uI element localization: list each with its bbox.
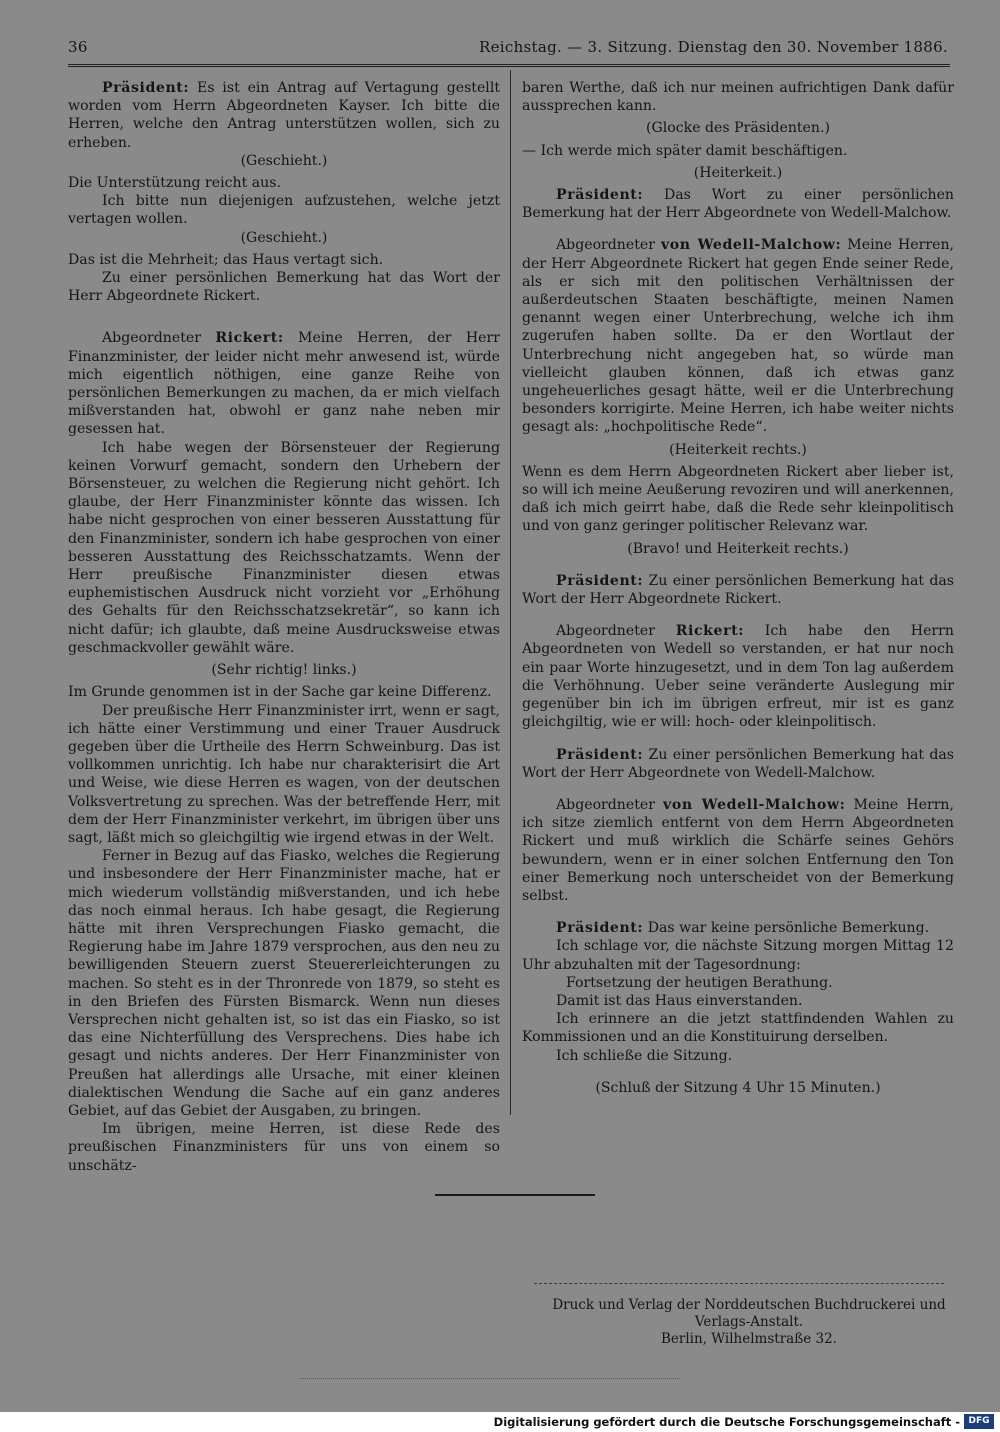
speaker-prefix: Abgeordneter xyxy=(102,330,216,347)
paragraph: Die Unterstützung reicht aus. xyxy=(68,175,281,192)
paragraph: Ich bitte nun diejenigen aufzustehen, welche jetzt vertagen wollen. xyxy=(68,193,500,228)
right-column xyxy=(522,79,954,1097)
decorative-dashes xyxy=(534,1283,944,1288)
paragraph: Wenn es dem Herrn Abgeordneten Rickert aber lieber ist, so will ich meine Aeußerung revoziren und will anerkennen, daß ich mich geirrt habe, daß die Rede sehr kleinpolitisch und von ganz geringer politischer Relevanz war. xyxy=(522,463,954,535)
speaker-name: Präsident: xyxy=(556,187,644,204)
printer-address: Berlin, Wilhelmstraße 32. xyxy=(661,1331,837,1347)
funding-notice: Digitalisierung gefördert durch die Deutsche Forschungsgemeinschaft - xyxy=(493,1415,960,1429)
speaker-prefix: Abgeordneter xyxy=(556,796,664,813)
footer-bar xyxy=(0,1412,1000,1432)
scan-smudge xyxy=(300,1378,680,1379)
stage-note: (Glocke des Präsidenten.) xyxy=(646,120,830,137)
paragraph-text: Das Wort zu einer persönlichen Bemerkung hat der Herr Abgeordnete von Wedell-Malchow. xyxy=(522,187,954,222)
printer-line: Druck und Verlag der Norddeutschen Buchdruckerei und Verlags-Anstalt. xyxy=(552,1297,946,1330)
speaker-name: von Wedell-Malchow: xyxy=(663,796,846,813)
paragraph: baren Werthe, daß ich nur meinen aufrichtigen Dank dafür aussprechen kann. xyxy=(522,80,954,115)
stage-note: (Heiterkeit rechts.) xyxy=(669,441,807,458)
closing-rule xyxy=(435,1194,595,1196)
stage-note: (Geschieht.) xyxy=(240,229,328,246)
paragraph: Ich schließe die Sitzung. xyxy=(556,1047,733,1064)
paragraph xyxy=(522,746,954,782)
paragraph-text: Ich habe den Herrn Abgeordneten von Wedell so verstanden, er hat nur noch ein paar Worte hinzugesetzt, und in dem Ton lag außerdem die Verhöhnung. Ueber seine veränderte Auslegung mir gegenüber bin ich im übrigen erfreut, mir ist es ganz gleichgiltig, wie er will: hoch- oder kleinpolitisch. xyxy=(522,623,954,731)
paragraph-text: Zu einer persönlichen Bemerkung hat das Wort der Herr Abgeordnete Rickert. xyxy=(522,572,954,608)
paragraph: Das ist die Mehrheit; das Haus vertagt sich. xyxy=(68,251,384,268)
stage-note: (Geschieht.) xyxy=(240,152,328,169)
speaker-prefix: Abgeordneter xyxy=(556,237,661,254)
paragraph-text: Meine Herren, der Herr Finanzminister, der leider nicht mehr anwesend ist, würde mich eigentlich nöthigen, eine ganze Reihe von persönlichen Bemerkungen zu machen, da er mich vielfach mißverstanden hat, obwohl er ganz nahe neben mir gesessen hat. xyxy=(68,330,500,438)
paragraph: Zu einer persönlichen Bemerkung hat das Wort der Herr Abgeordnete Rickert. xyxy=(68,270,500,305)
paragraph xyxy=(522,236,954,436)
paragraph-text: Das war keine persönliche Bemerkung. xyxy=(643,920,930,937)
speaker-name: von Wedell-Malchow: xyxy=(660,237,842,254)
paragraph xyxy=(522,796,954,905)
paragraph-text: Zu einer persönlichen Bemerkung hat das Wort der Herr Abgeordnete von Wedell-Malchow. xyxy=(522,746,954,781)
left-column xyxy=(68,79,500,1175)
paragraph: Im Grunde genommen ist in der Sache gar keine Differenz. xyxy=(68,684,492,701)
speaker-name: Präsident: xyxy=(102,80,190,96)
paragraph xyxy=(522,572,954,608)
stage-note: (Schluß der Sitzung 4 Uhr 15 Minuten.) xyxy=(595,1079,881,1096)
paragraph: Im übrigen, meine Herren, ist diese Rede des preußischen Finanzministers für uns von einem so unschätz- xyxy=(68,1121,500,1174)
speaker-name: Präsident: xyxy=(556,920,644,937)
paragraph: Ferner in Bezug auf das Fiasko, welches die Regierung und insbesondere der Herr Finanzminister mache, hat er mich wiederum vollständig mißverstanden, und ich hebe das noch einmal heraus. Ich habe gesagt, die Regierung hätte mit ihren Versprechungen Fiasko gemacht, die Regierung habe im Jahre 1879 versprochen, aus den neu zu bewilligenden Steuern zuerst Steuererleichterungen zu machen. So steht es in der Thronrede von 1879, so steht es in den Briefen des Fürsten Bismarck. Wenn nun dieses Versprechen nicht gehalten ist, so ist das ein Fiasko, so ist das eine Nichterfüllung des Versprechens. Dies habe ich gesagt und nichts anderes. Der Herr Finanzminister von Preußen hat allerdings alle Ursache, mit einer kleinen dialektischen Wendung die Sache auf ein ganz anderes Gebiet, auf das Gebiet der Ausgaben, zu bringen. xyxy=(68,848,500,1119)
page-header xyxy=(68,38,948,60)
header-rule xyxy=(68,64,950,67)
dfg-logo: DFG xyxy=(964,1414,994,1429)
printer-imprint xyxy=(534,1297,964,1348)
page-number: 36 xyxy=(68,38,88,56)
speaker-prefix: Abgeordneter xyxy=(556,623,676,640)
paragraph: — Ich werde mich später damit beschäftigen. xyxy=(522,142,848,159)
stage-note: (Sehr richtig! links.) xyxy=(211,662,357,679)
paragraph: Ich erinnere an die jetzt stattfindenden Wahlen zu Kommissionen und an die Konstituirung derselben. xyxy=(522,1011,954,1046)
paragraph: Ich habe wegen der Börsensteuer der Regierung keinen Vorwurf gemacht, sondern den Urhebern der Börsensteuer, zu welchen die Regierung nicht gehört. Ich glaube, der Herr Finanzminister könnte das wissen. Ich habe nicht gesprochen von einer besseren Ausstattung für den Finanzminister, sondern ich habe gesprochen von einer besseren Ausstattung des Reichsschatzamts. Wenn der Herr preußische Finanzminister diesen etwas euphemistischen Ausdruck nicht vorzieht vor „Erhöhung des Gehalts für den Reichsschatzsekretär“, so kann ich nicht dafür; ich glaubte, daß meine Ausdrucksweise etwas geschmackvoller gewählt wäre. xyxy=(68,439,500,656)
paragraph: Der preußische Herr Finanzminister irrt, wenn er sagt, ich hätte einer Verstimmung und einer Trauer Ausdruck gegeben über die Urtheile des Herrn Schweinburg. Das ist vollkommen unrichtig. Ich habe nur charakterisirt die Art und Weise, wie diese Herren es wagen, von der deutschen Volksvertretung zu sprechen. Was der betreffende Herr, mit dem der Herr Finanzminister verkehrt, im übrigen über uns sagt, läßt mich so gleichgiltig wie irgend etwas in der Welt. xyxy=(68,702,500,846)
column-divider xyxy=(510,70,511,1115)
speaker-name: Präsident: xyxy=(556,572,644,589)
paragraph: Ich schlage vor, die nächste Sitzung morgen Mittag 12 Uhr abzuhalten mit der Tagesordnung: xyxy=(522,938,954,973)
speaker-name: Präsident: xyxy=(556,746,644,763)
paragraph xyxy=(522,622,954,731)
paragraph xyxy=(522,919,954,937)
agenda-item: Fortsetzung der heutigen Berathung. xyxy=(566,974,833,991)
page-title: Reichstag. — 3. Sitzung. Dienstag den 30. November 1886. xyxy=(479,38,948,56)
paragraph xyxy=(68,329,500,438)
paragraph xyxy=(522,186,954,222)
speaker-name: Rickert: xyxy=(215,330,284,347)
stage-note: (Heiterkeit.) xyxy=(693,164,783,181)
paragraph-text: Meine Herrn, ich sitze ziemlich entfernt von dem Herrn Abgeordneten Rickert und muß wirklich die Schärfe seines Gehörs bewundern, wenn er in einer solchen Entfernung den Ton einer Bemerkung noch unterscheidet von der Bemerkung selbst. xyxy=(522,796,954,904)
stage-note: (Bravo! und Heiterkeit rechts.) xyxy=(627,540,849,557)
paragraph xyxy=(68,79,500,152)
paragraph-text: Meine Herren, der Herr Abgeordnete Rickert hat gegen Ende seiner Rede, als er sich mit den politischen Verhältnissen der außerdeutschen Staaten beschäftigte, meinen Namen genannt wegen einer Unterbrechung, welche ich ihm zugerufen haben sollte. Da er den Wortlaut der Unterbrechung nicht angegeben hat, so würde man vielleicht glauben können, daß ich etwas ganz ungeheuerliches gesagt hätte, weil er die Unterbrechung besonders korrigirte. Meine Herren, ich habe weiter nichts gesagt als: „hochpolitische Rede“. xyxy=(522,237,954,436)
paragraph-text: Es ist ein Antrag auf Vertagung gestellt worden vom Herrn Abgeordneten Kayser. Ich bitte die Herren, welche den Antrag unterstützen wollen, sich zu erheben. xyxy=(68,80,500,151)
speaker-name: Rickert: xyxy=(675,623,745,640)
paragraph: Damit ist das Haus einverstanden. xyxy=(556,992,803,1009)
